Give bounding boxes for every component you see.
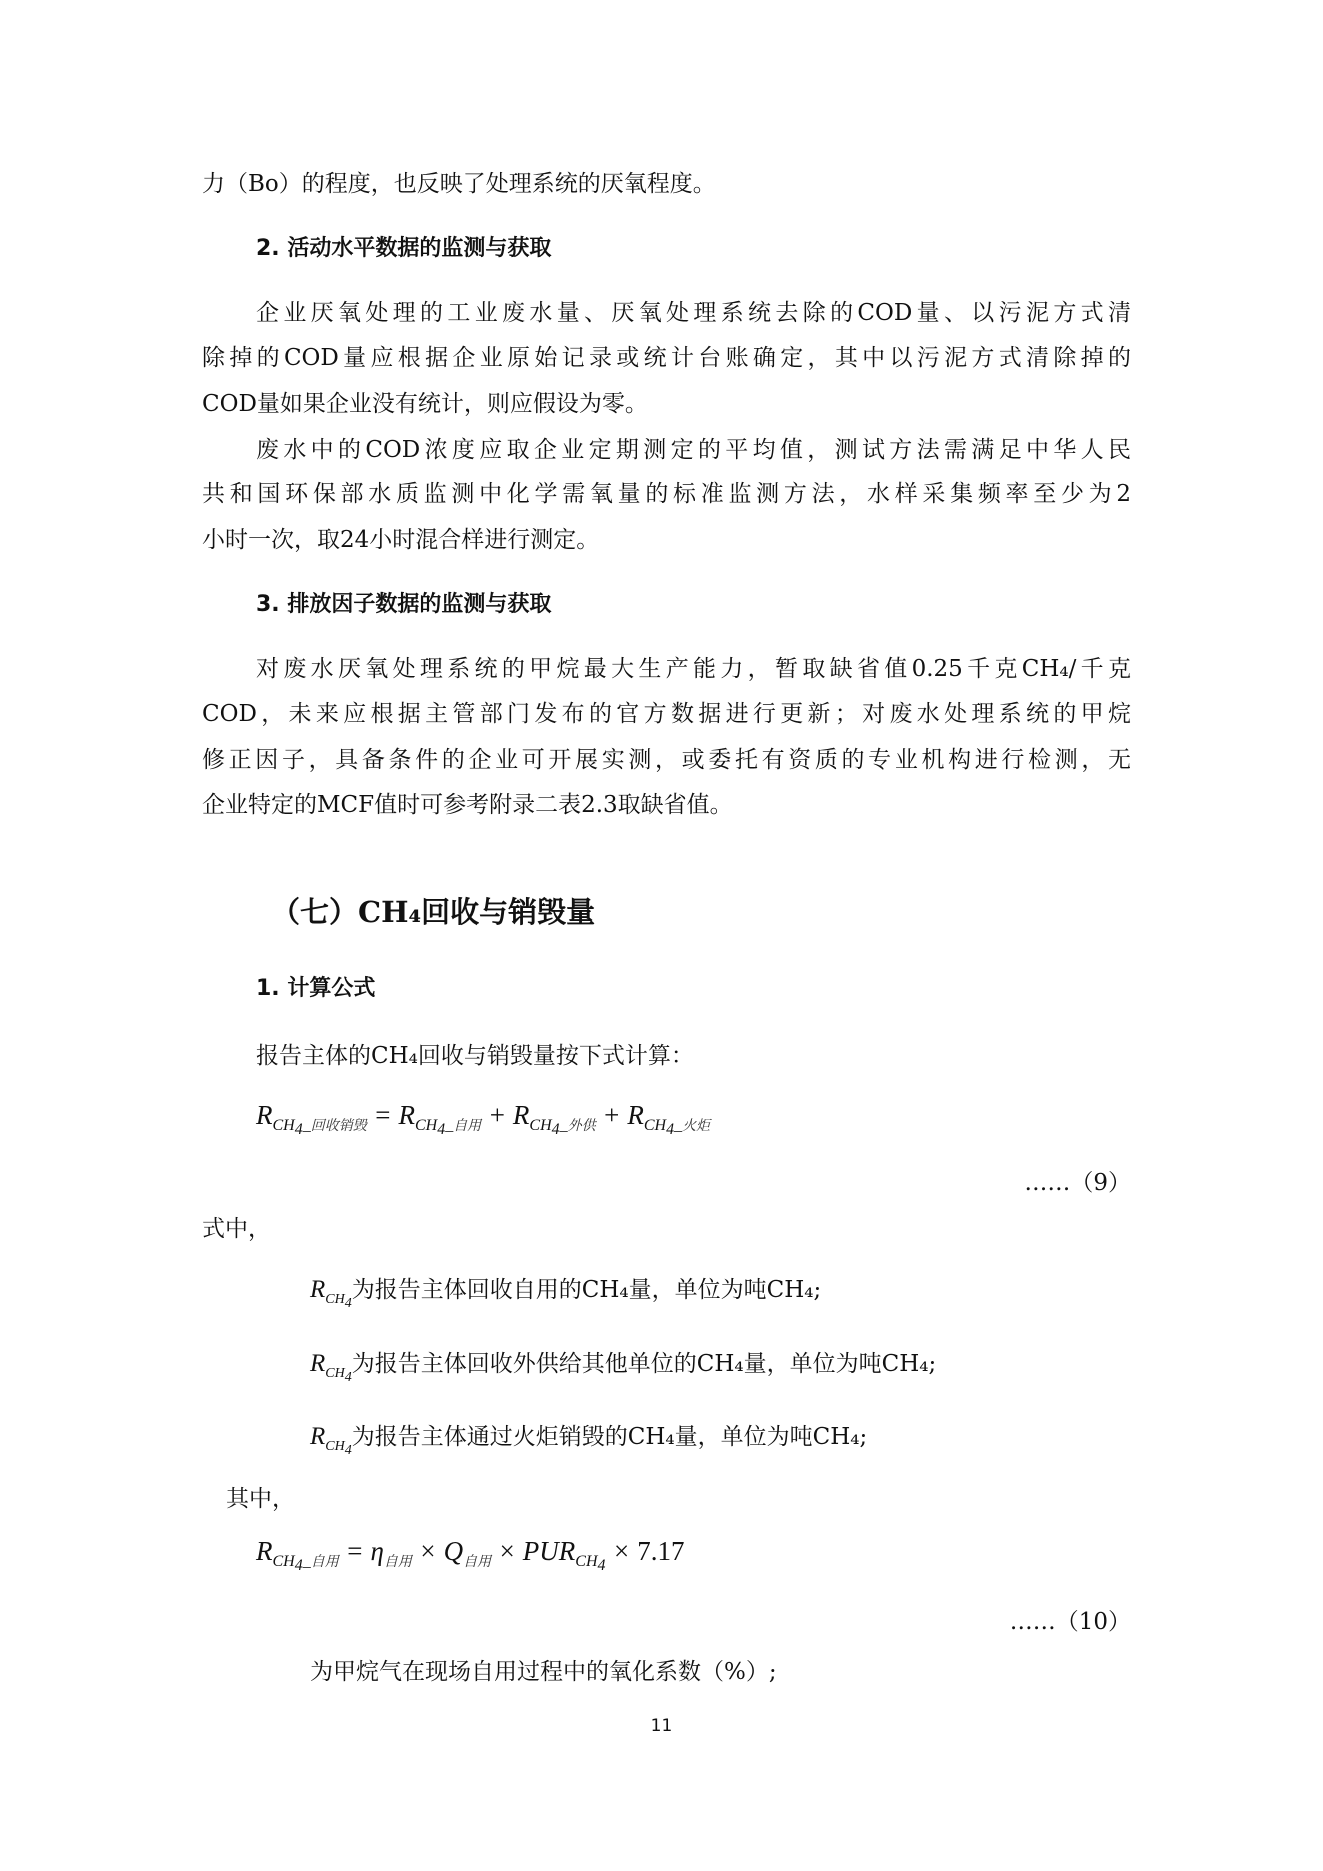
- paragraph-line: COD量如果企业没有统计，则应假设为零。: [202, 391, 648, 417]
- paragraph-line: 对废水厌氧处理系统的甲烷最大生产能力，暂取缺省值0.25千克CH₄/千克: [256, 656, 1131, 682]
- paragraph-line: 式中，: [202, 1216, 271, 1242]
- definition-line: $R_{CH_4}$为报告主体回收外供给其他单位的CH₄量，单位为吨CH₄;: [310, 1350, 937, 1385]
- definition-line: $R_{CH_4}$为报告主体通过火炬销毁的CH₄量，单位为吨CH₄;: [310, 1423, 868, 1458]
- subheading: 1. 计算公式: [256, 976, 376, 1001]
- definition-line: $R_{CH_4}$为报告主体回收自用的CH₄量，单位为吨CH₄;: [310, 1276, 822, 1311]
- section-title: （七）CH₄回收与销毁量: [271, 895, 596, 929]
- paragraph-line: COD，未来应根据主管部门发布的官方数据进行更新；对废水处理系统的甲烷: [202, 701, 1131, 727]
- paragraph-line: 企业厌氧处理的工业废水量、厌氧处理系统去除的COD量、以污泥方式清: [256, 300, 1131, 326]
- subheading: 2. 活动水平数据的监测与获取: [256, 236, 552, 261]
- formula-9: $R_{CH_4\_回收销毁} = R_{CH_4\_自用} + R_{CH_4\_外供} + R_{CH_4\_火炬}$: [256, 1100, 711, 1139]
- paragraph-line: 共和国环保部水质监测中化学需氧量的标准监测方法，水样采集频率至少为2: [202, 481, 1131, 507]
- paragraph-line: 修正因子，具备条件的企业可开展实测，或委托有资质的专业机构进行检测，无: [202, 747, 1131, 773]
- page-number: 11: [650, 1716, 673, 1736]
- paragraph-line: 废水中的COD浓度应取企业定期测定的平均值，测试方法需满足中华人民: [256, 437, 1131, 463]
- equation-number: ……（9）: [1024, 1170, 1131, 1196]
- paragraph-line: 除掉的COD量应根据企业原始记录或统计台账确定，其中以污泥方式清除掉的: [202, 345, 1131, 371]
- paragraph-line: 小时一次，取24小时混合样进行测定。: [202, 527, 600, 553]
- equation-number: ……（10）: [1009, 1609, 1131, 1635]
- paragraph-line: 其中，: [226, 1486, 295, 1512]
- paragraph-line: 报告主体的CH₄回收与销毁量按下式计算：: [256, 1043, 694, 1069]
- paragraph-line: 为甲烷气在现场自用过程中的氧化系数（%）;: [310, 1659, 777, 1685]
- paragraph-line: 企业特定的MCF值时可参考附录二表2.3取缺省值。: [202, 792, 733, 818]
- subheading: 3. 排放因子数据的监测与获取: [256, 592, 552, 617]
- formula-10: $R_{CH_4\_自用} = \eta_{自用} \times Q_{自用} \times PUR_{CH_4} \times 7.17$: [256, 1536, 685, 1575]
- paragraph-line: 力（Bo）的程度，也反映了处理系统的厌氧程度。: [202, 171, 716, 197]
